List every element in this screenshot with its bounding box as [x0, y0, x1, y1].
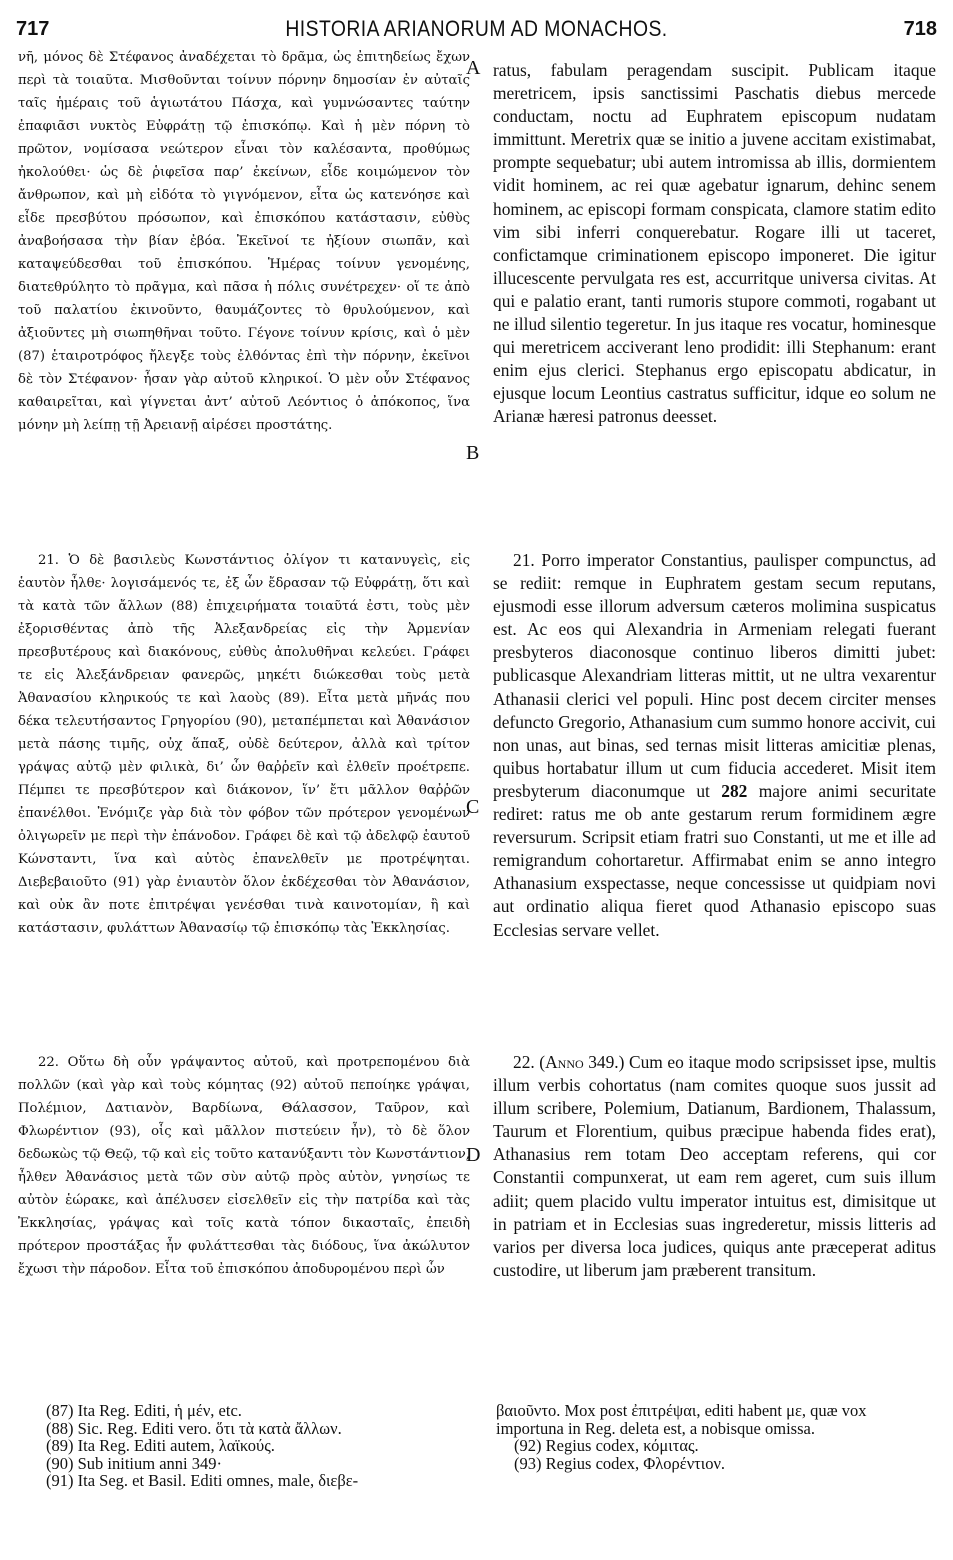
footnotes-right	[496, 1402, 936, 1472]
page-header	[0, 16, 953, 46]
footnote-90: (90) Sub initium anni 349·	[46, 1453, 222, 1473]
footnote-92: (92) Regius codex, κόμιτας.	[514, 1436, 699, 1456]
latin-paragraph-21	[493, 549, 936, 942]
latin-column	[493, 59, 936, 429]
latin-paragraph-1: ratus, fabulam peragendam suscipit. Publicam itaque meretricem, ipsis sanctissimi Paschatis diebus mercede conductam, noctu ad Euphratem episcopum nudatam immittunt. Meretrix quæ se initio a juvene accitam existimabat, prompte sequebatur; ubi autem intromissa ab illis, dormientem vidit hominem, ac rei quæ agebatur ignarum, dehinc senem hominem, ac episcopi formam conspicata, clamore statim edito vim sibi inferri conquerebatur. Rogare illi ut taceret, confictamque criminationem episcopo imponeret. Die igitur illucescente pervulgata res est, accurritque universa civitas. At qui e palatio erant, tanti rumoris stupore commoti, rogabant ut ne illud silentio tegeretur. In jus itaque res vocatur, hominesque qui meretricem acciverant leno prodidit: illi Stephanum: erant enim ejus clerici. Stephanus ergo episcopatu abdicatur, in ejusque locum Leontius castratus sufficitur, idque eo solum ne Arianæ hæresi patronus deesset.	[493, 60, 936, 427]
latin-paragraph-22-start: 22. (	[513, 1052, 546, 1072]
greek-column-section-21	[18, 549, 470, 940]
margin-marker-a: A	[466, 57, 481, 79]
margin-marker-d: D	[466, 1144, 481, 1166]
greek-paragraph-1: νῆ, μόνος δὲ Στέφανος ἀναδέχεται τὸ δρᾶμα, ὡς ἐπιτηδείως ἔχων περὶ τὰ τοιαῦτα. Μισθοῦνται τοίνυν πόρνην δημοσίαν ἐν αὐταῖς ταῖς ἡμέραις τοῦ ἁγιωτάτου Πάσχα, καὶ γυμνώσαντες ταύτην ἐπαφιᾶσι νυκτὸς Εὐφράτῃ τῷ ἐπισκόπῳ. Καὶ ἡ μὲν πόρνη τὸ πρῶτον, νομίσασα νεώτερον εἶναι τὸν καλέσαντα, προθύμως ἠκολούθει· ὡς δὲ ῥιφεῖσα παρ’ ἐκείνων, εἶδε κοιμώμενον τὸν ἄνθρωπον, καὶ μὴ εἰδότα τὸ γιγνόμενον, εἶτα ὡς κατενόησε καὶ εἶδε πρεσβύτου πρόσωπον, καὶ ἐπισκόπου κατάστασιν, εὐθὺς ἀναβοήσασα τὴν βίαν ἐβόα. Ἐκεῖνοί τε ἠξίουν σιωπᾶν, καὶ καταψεύδεσθαι τοῦ ἐπισκόπου. Ἡμέρας τοίνυν γενομένης, διατεθρύλητο τὸ πρᾶγμα, καὶ πᾶσα ἡ πόλις συνέτρεχεν· οἵ τε ἀπὸ τοῦ παλατίου ἐκινοῦντο, θαυμάζοντες τὸ θρυλούμενον, καὶ ἀξιοῦντες μὴ σιωπηθῆναι τοῦτο. Γέγονε τοίνυν κρίσις, καὶ ὁ μὲν (87) ἑταιροτρόφος ἤλεγξε τοὺς ἐλθόντας ἐπὶ τὴν πόρνην, ἐκεῖνοι δὲ τὸν Στέφανον· ἦσαν γὰρ αὐτοῦ κληρικοί. Ὁ μὲν οὖν Στέφανος καθαιρεῖται, καὶ γίγνεται ἀντ’ αὐτοῦ Λεόντιος ὁ ἀπόκοπος, ἵνα μόνην μὴ λείπῃ τῇ Ἀρειανῇ αἱρέσει προστάτης.	[18, 50, 470, 433]
footnote-91: (91) Ita Seg. et Basil. Editi omnes, male, διεβε-	[46, 1471, 359, 1491]
running-title: HISTORIA ARIANORUM AD MONACHOS.	[285, 16, 668, 41]
latin-paragraph-22-text: 349.) Cum eo itaque modo scripsisset ipse, multis illum verbis cohortatus (nam comites quoque suos jussit ad illum scribere, Polemium, Datianum, Bardionem, Thalassum, Taurum et Florentium, quibus præcipue habenda fides erat), Athanasius rem totam Deo acceptam referens, qui cor Constantii compunxerat, ut eam rem ageret, cum suis illum adiit; quem placido vultu imperator intuitus est, dimisitque ut in patriam et in Ecclesias suas ingrederetur, missis litteris ad varios per diversa loca judices, quiqus ante præceperat aditus custodire, ut liberum jam præberent transitum.	[493, 1052, 936, 1280]
greek-column	[18, 46, 470, 437]
page-number-left: 717	[16, 18, 50, 40]
footnote-87: (87) Ita Reg. Editi, ἡ μέν, etc.	[46, 1401, 242, 1420]
footnote-88: (88) Sic. Reg. Editi vero. ὅτι τὰ κατὰ ἄλλων.	[46, 1418, 342, 1438]
margin-marker-c: C	[466, 796, 480, 818]
greek-paragraph-21: 21. Ὁ δὲ βασιλεὺς Κωνστάντιος ὀλίγον τι κατανυγεὶς, εἰς ἑαυτὸν ἦλθε· λογισάμενός τε, ἐξ ὧν ἔδρασαν τῷ Εὐφράτῃ, ὅτι καὶ τὰ κατὰ τῶν ἄλλων (88) ἐπιχειρήματα τοιαῦτά ἐστι, τοὺς μὲν ἐξορισθέντας ἀπὸ τῆς Ἀλεξανδρείας εἰς τὴν Ἀρμενίαν πρεσβυτέρους καὶ διακόνους, εὐθὺς ἀπολυθῆναι κελεύει. Γράφει τε εἰς Ἀλεξάνδρειαν φανερῶς, μηκέτι διώκεσθαι τοὺς μετὰ Ἀθανασίου κληρικούς τε καὶ λαοὺς (89). Εἶτα μετὰ μῆνάς που δέκα τελευτήσαντος Γρηγορίου (90), μεταπέμπεται καὶ Ἀθανάσιον μετὰ πάσης τιμῆς, οὐχ ἅπαξ, οὐδὲ δεύτερον, ἀλλὰ καὶ τρίτον γράψας αὐτῷ μὲν φιλικὰ, δι’ ὧν θαῤῥεῖν καὶ ἐλθεῖν προέτρεπε. Πέμπει τε πρεσβύτερον καὶ διάκονον, ἵν’ ἔτι μᾶλλον θαῤῥῶν ἐπανέλθοι. Ἐνόμιζε γὰρ διὰ τὸν φόβον τῶν πρότερον γενομένων ὀλιγωρεῖν με περὶ τὴν ἐπάνοδον. Γράφει δὲ καὶ τῷ ἀδελφῷ ἑαυτοῦ Κώνσταντι, ἵνα καὶ αὐτὸς ἐπανελθεῖν με προτρέψηται. Διεβεβαιοῦτο (91) γὰρ ἐνιαυτὸν ὅλον ἐκδέχεσθαι τὸν Ἀθανάσιον, καὶ οὐκ ἂν ποτε ἐπιτρέψαι γενέσθαι τινὰ καινοτομίαν, ἢ καὶ κατάστασιν, φυλάττων Ἀθανασίῳ τῷ ἐπισκόπῳ τὰς Ἐκκλησίας.	[18, 553, 470, 936]
latin-paragraph-22	[493, 1051, 936, 1282]
footnote-91-continuation: βαιοῦντο. Mox post ἐπιτρέψαι, editi habent με, quæ vox importuna in Reg. deleta est, a nobisque omissa.	[496, 1401, 867, 1438]
footnote-89: (89) Ita Reg. Editi autem, λαϊκούς.	[46, 1436, 275, 1456]
latin-column-section-22	[493, 1051, 936, 1282]
latin-paragraph-21-end: majore animi securitate rediret: ratus me ob ante gestarum rerum formidinem ægre reversurum. Scripsit etiam fratri suo Constanti, ut me et ille ad remigrandum cohortaretur. Affirmabat enim se anno integro Athanasium exspectasse, neque concessisse ut quidpiam novi aut ordinatio aliqua fieret quod Athanasio episcopo suas Ecclesias servare vellet.	[493, 780, 936, 940]
latin-column-section-21	[493, 549, 936, 942]
footnote-93: (93) Regius codex, Φλορέντιον.	[514, 1453, 726, 1473]
latin-paragraph-21-text: 21. Porro imperator Constantius, paulisper compunctus, ad se rediit: remque in Euphratem gestam secum reputans, ejusmodi esse illorum adversum cæteros molimina suspicatus est. Ac eos qui Alexandria in Armeniam relegati fuerant presbyteros diaconosque continuo liberos dimitti jubet: publicasque Alexandriam litteras mittit, ut ne ultra vexarentur Athanasii clerici vel populi. Hinc post decem circiter menses defuncto Gregorio, Athanasium cum summo honore accivit, cui non unas, aut binas, sed ternas misit litteras amicitiæ plenas, quibus hortabatur illum ut cum fiducia accederet. Misit item presbyterum diaconumque ut	[493, 550, 936, 801]
footnotes-left	[46, 1402, 466, 1490]
anno-label: Anno	[545, 1052, 584, 1072]
greek-column-section-22	[18, 1051, 470, 1281]
margin-marker-b: B	[466, 442, 480, 464]
column-number-bold: 282	[721, 780, 748, 801]
page-number-right: 718	[903, 18, 937, 40]
greek-paragraph-22: 22. Οὕτω δὴ οὖν γράψαντος αὐτοῦ, καὶ προτρεπομένου διὰ πολλῶν (καὶ γὰρ καὶ τοὺς κόμητας (92) αὐτοῦ πεποίηκε γράψαι, Πολέμιον, Δατιανὸν, Βαρδίωνα, Θάλασσον, Ταῦρον, καὶ Φλωρέντιον (93), οἷς καὶ μᾶλλον πιστεύειν ἦν), τὸ δὲ ὅλον δεδωκὼς τῷ Θεῷ, τῷ καὶ εἰς τοῦτο κατανύξαντι τὸν Κωνστάντιον, ἦλθεν Ἀθανάσιος μετὰ τῶν σὺν αὐτῷ πρὸς αὐτὸν, γνησίως τε αὐτὸν ἑώρακε, καὶ ἀπέλυσεν εἰσελθεῖν εἰς τὴν πατρίδα καὶ τὰς Ἐκκλησίας, γράψας καὶ τοῖς κατὰ τόπον δικασταῖς, ἐπειδὴ πρότερον προστάξας ἦν φυλάττεσθαι τὰς διόδους, ἵνα ἀκώλυτον ἔχωσι τὴν πάροδον. Εἶτα τοῦ ἐπισκόπου ἀποδυρομένου περὶ ὧν	[18, 1055, 470, 1277]
